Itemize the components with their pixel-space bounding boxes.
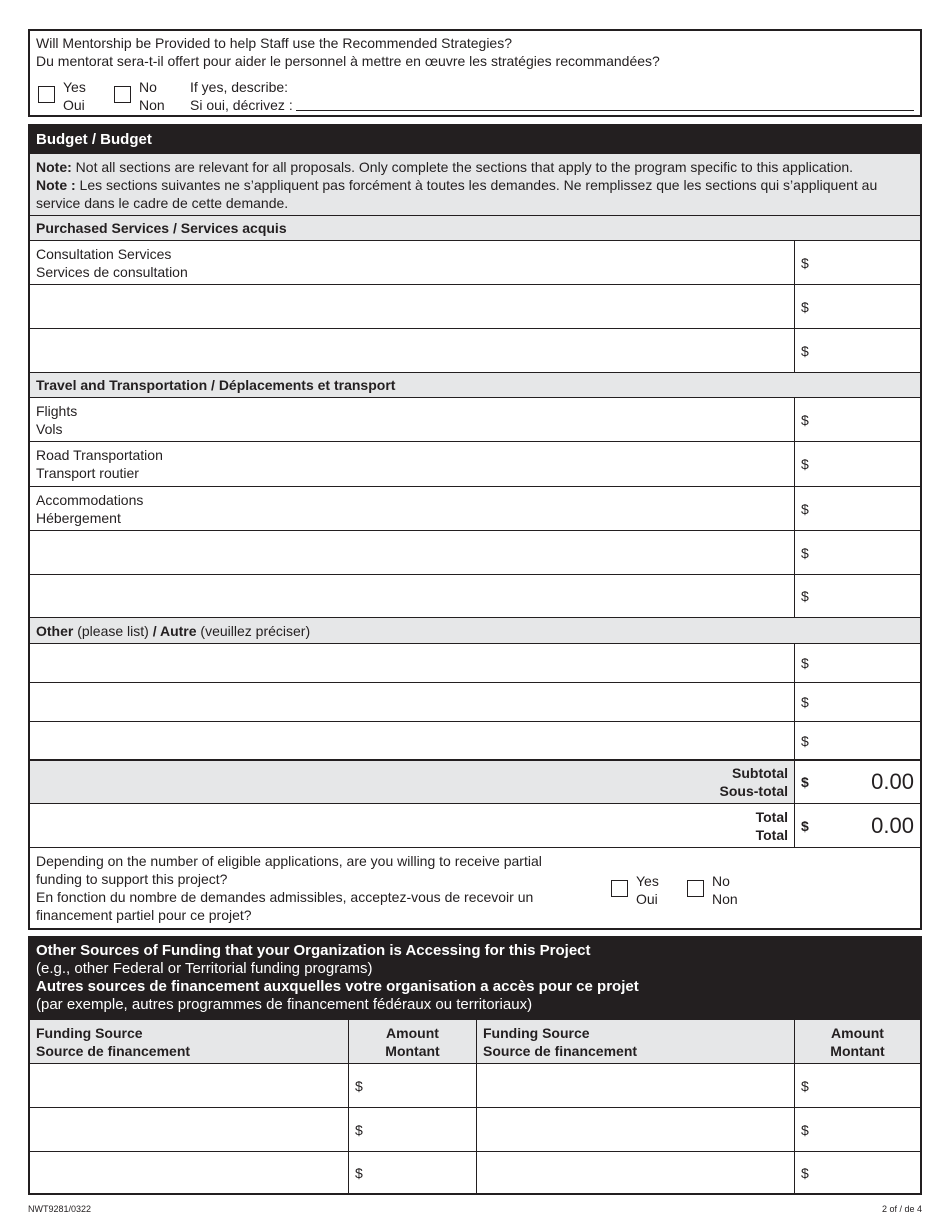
funding-row-3 [30, 1152, 920, 1193]
other-sources-section [28, 936, 922, 1195]
budget-row-label[interactable] [30, 722, 794, 759]
budget-row-amount[interactable]: $ [794, 644, 920, 682]
mentorship-describe-input[interactable] [296, 99, 914, 111]
travel-header: Travel and Transportation / Déplacements et transport [30, 373, 920, 398]
other-sources-title-en: Other Sources of Funding that your Organization is Accessing for this Project [36, 942, 591, 959]
subtotal-amount: $ 0.00 [794, 761, 920, 803]
total-value: 0.00 [871, 812, 914, 838]
mentorship-question-fr: Du mentorat sera-t-il offert pour aider le personnel à mettre en œuvre les stratégies recommandées? [36, 53, 660, 69]
budget-title: Budget / Budget [36, 131, 152, 148]
mentorship-yes-checkbox[interactable] [38, 86, 55, 103]
partial-yes-label: Yes Oui [636, 873, 659, 907]
budget-row-purchased-blank-1 [30, 285, 920, 329]
funding-source-input[interactable] [30, 1108, 348, 1151]
budget-row-amount[interactable]: $ [794, 683, 920, 721]
budget-row-amount[interactable]: $ [794, 329, 920, 372]
form-id: NWT9281/0322 [28, 1204, 92, 1214]
funding-amount-input[interactable]: $ [348, 1108, 476, 1151]
funding-amount-input[interactable]: $ [348, 1152, 476, 1193]
budget-row-label[interactable] [30, 644, 794, 682]
budget-row-travel-blank-2 [30, 575, 920, 618]
funding-source-input[interactable] [30, 1152, 348, 1193]
mentorship-no-label: No Non [139, 79, 165, 113]
budget-row-accommodations [30, 487, 920, 531]
budget-note-en: Note: Not all sections are relevant for all proposals. Only complete the sections that apply to the program specific to this application. [36, 159, 854, 175]
subtotal-value: 0.00 [871, 769, 914, 794]
budget-row-label[interactable] [30, 575, 794, 617]
funding-source-input[interactable] [476, 1152, 794, 1193]
budget-row-label[interactable]: Road Transportation Transport routier [36, 447, 163, 481]
subtotal-label: Subtotal Sous-total [719, 765, 788, 799]
funding-source-input[interactable] [476, 1064, 794, 1107]
budget-header [30, 126, 920, 154]
funding-amount-input[interactable]: $ [794, 1064, 920, 1107]
partial-no-label: No Non [712, 873, 738, 907]
budget-row-consultation [30, 241, 920, 285]
budget-note-fr: Note : Les sections suivantes ne s’appliquent pas forcément à toutes les demandes. Ne remplissez que les sections qui s’appliquent au service dans le cadre de cette demande. [36, 177, 878, 211]
budget-row-amount[interactable]: $ [794, 442, 920, 486]
partial-funding-question: Depending on the number of eligible applications, are you willing to receive partial funding to support this project? En fonction du nombre de demandes admissibles, acceptez-vous de recevoir un financement partiel pour ce projet? [36, 853, 542, 923]
partial-yes-checkbox[interactable] [611, 880, 628, 897]
total-amount: $ 0.00 [794, 804, 920, 847]
other-header: Other (please list) / Autre (veuillez préciser) [30, 618, 920, 644]
mentorship-yes-label: Yes Oui [63, 79, 86, 113]
budget-row-amount[interactable]: $ [794, 531, 920, 574]
budget-row-road [30, 442, 920, 487]
budget-row-label[interactable]: Accommodations Hébergement [36, 491, 144, 526]
partial-funding-row [30, 848, 920, 930]
budget-row-other-1 [30, 644, 920, 683]
col-amount-1: Amount Montant [385, 1024, 440, 1059]
budget-row-label[interactable] [30, 329, 794, 372]
budget-row-amount[interactable]: $ [794, 285, 920, 328]
budget-row-label[interactable] [30, 683, 794, 721]
budget-row-label[interactable]: Flights Vols [36, 402, 78, 437]
purchased-services-header: Purchased Services / Services acquis [30, 216, 920, 241]
funding-amount-input[interactable]: $ [794, 1108, 920, 1151]
other-sources-header [30, 938, 920, 1020]
budget-row-label[interactable]: Consultation Services Services de consultation [36, 245, 188, 280]
funding-row-2 [30, 1108, 920, 1152]
other-sources-sub-fr: (par exemple, autres programmes de financement fédéraux ou territoriaux) [36, 996, 533, 1013]
budget-row-other-2 [30, 683, 920, 722]
col-funding-source-2: Funding Source Source de financement [483, 1024, 638, 1059]
budget-row-travel-blank-1 [30, 531, 920, 575]
col-amount-2: Amount Montant [830, 1024, 885, 1059]
funding-table-header [30, 1020, 920, 1064]
budget-row-purchased-blank-2 [30, 329, 920, 373]
subtotal-row [30, 760, 920, 804]
total-row [30, 804, 920, 848]
budget-row-label[interactable] [30, 285, 794, 328]
mentorship-no-checkbox[interactable] [114, 86, 131, 103]
funding-source-input[interactable] [30, 1064, 348, 1107]
budget-section [28, 124, 922, 930]
funding-amount-input[interactable]: $ [794, 1152, 920, 1193]
funding-row-1 [30, 1064, 920, 1108]
page-number: 2 of / de 4 [881, 1204, 922, 1214]
other-sources-title-fr: Autres sources de financement auxquelles votre organisation a accès pour ce projet [36, 978, 639, 995]
total-label: Total Total [755, 808, 788, 843]
budget-row-flights [30, 398, 920, 442]
budget-row-amount[interactable]: $ [794, 398, 920, 441]
partial-no-checkbox[interactable] [687, 880, 704, 897]
mentorship-section [28, 29, 922, 117]
budget-note [30, 154, 920, 216]
budget-row-label[interactable] [30, 531, 794, 574]
budget-row-other-3 [30, 722, 920, 760]
mentorship-describe-label: If yes, describe: Si oui, décrivez : [190, 79, 293, 113]
budget-row-amount[interactable]: $ [794, 241, 920, 284]
budget-row-amount[interactable]: $ [794, 575, 920, 617]
budget-row-amount[interactable]: $ [794, 487, 920, 530]
budget-row-amount[interactable]: $ [794, 722, 920, 759]
other-sources-sub-en: (e.g., other Federal or Territorial funding programs) [36, 960, 373, 977]
funding-amount-input[interactable]: $ [348, 1064, 476, 1107]
funding-source-input[interactable] [476, 1108, 794, 1151]
mentorship-question-en: Will Mentorship be Provided to help Staff use the Recommended Strategies? [36, 35, 512, 51]
col-funding-source-1: Funding Source Source de financement [36, 1024, 191, 1059]
